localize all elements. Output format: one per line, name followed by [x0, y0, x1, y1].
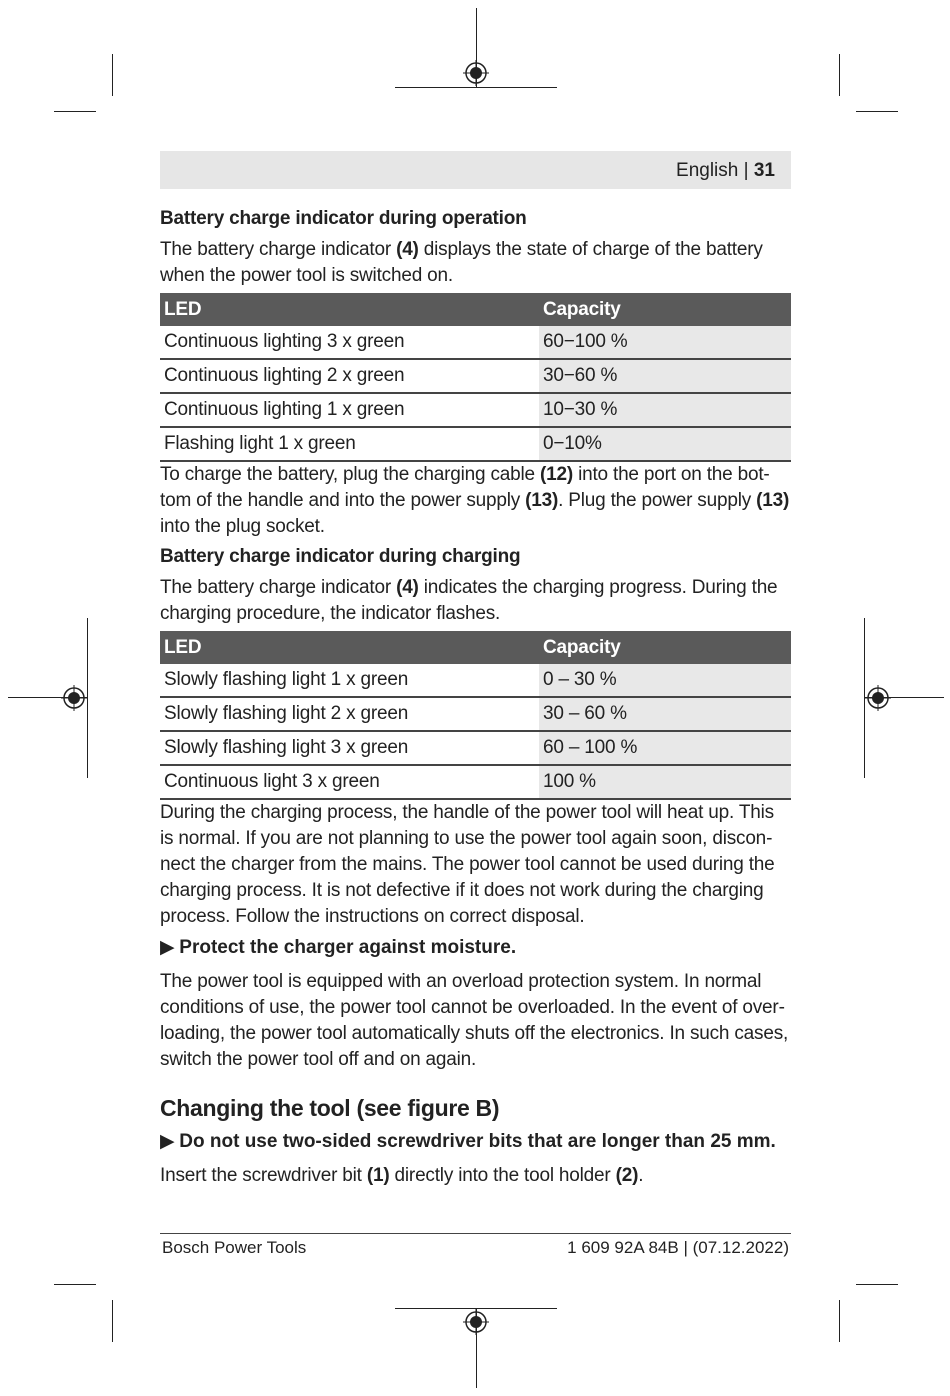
- column-header-led: LED: [160, 631, 539, 664]
- charging-intro: The battery charge indicator (4) indicates the charging progress. During the charging procedure, the indicator flashes.: [160, 577, 778, 624]
- crop-mark: [395, 87, 557, 88]
- heat-paragraph: During the charging process, the handle of the power tool will heat up. This is normal. If you are not planning to use the power tool again soon, disconnect the charger from the mains. The power tool cannot be used during the charging process. It is not defective if it does not work during the charging process. Follow the instructions on correct disposal.: [160, 802, 775, 927]
- overload-paragraph: The power tool is equipped with an overload protection system. In normal conditions of use, the power tool cannot be overloaded. In the event of overloading, the power tool automatically shuts off the electronics. In such cases, switch the power tool off and on again.: [160, 971, 789, 1070]
- warning-bits: ▶ Do not use two-sided screwdriver bits that are longer than 25 mm.: [160, 1129, 791, 1155]
- charging-capacity-table: [160, 631, 791, 800]
- led-cell: Continuous light 3 x green: [160, 765, 539, 799]
- column-header-capacity: Capacity: [539, 631, 791, 664]
- column-header-led: LED: [160, 293, 539, 326]
- table-row: [160, 765, 791, 799]
- page-header-text: [676, 160, 775, 182]
- registration-mark-icon: [61, 685, 87, 711]
- page-footer: [160, 1233, 791, 1257]
- table-row: [160, 359, 791, 393]
- registration-mark-icon: [463, 60, 489, 86]
- bullet-triangle-icon: ▶: [160, 937, 175, 958]
- crop-mark: [112, 1300, 113, 1342]
- table-header-row: [160, 293, 791, 326]
- capacity-cell: 10−30 %: [539, 393, 791, 427]
- crop-mark: [112, 54, 113, 96]
- crop-mark: [856, 1284, 898, 1285]
- insert-bit-paragraph: Insert the screwdriver bit (1) directly into the tool holder (2).: [160, 1165, 644, 1186]
- main-content: [160, 206, 791, 1189]
- registration-mark-icon: [865, 685, 891, 711]
- crop-mark: [839, 1300, 840, 1342]
- page-header: [160, 151, 791, 189]
- footer-brand: Bosch Power Tools: [162, 1238, 307, 1257]
- table-row: [160, 731, 791, 765]
- table-row: [160, 393, 791, 427]
- table-row: [160, 326, 791, 359]
- section-heading-operation: Battery charge indicator during operation: [160, 208, 527, 229]
- led-cell: Flashing light 1 x green: [160, 427, 539, 461]
- led-cell: Continuous lighting 2 x green: [160, 359, 539, 393]
- crop-mark: [54, 1284, 96, 1285]
- led-cell: Slowly flashing light 2 x green: [160, 697, 539, 731]
- section-heading-charging: Battery charge indicator during charging: [160, 546, 521, 567]
- capacity-cell: 0 – 30 %: [539, 664, 791, 697]
- capacity-cell: 0−10%: [539, 427, 791, 461]
- capacity-cell: 60 – 100 %: [539, 731, 791, 765]
- capacity-cell: 30 – 60 %: [539, 697, 791, 731]
- charging-instructions: To charge the battery, plug the charging cable (12) into the port on the bottom of the handle and into the power supply (13). Plug the power supply (13) into the plug socket.: [160, 464, 790, 537]
- led-cell: Continuous lighting 3 x green: [160, 326, 539, 359]
- bullet-triangle-icon: ▶: [160, 1131, 175, 1152]
- operation-capacity-table: [160, 293, 791, 462]
- led-cell: Slowly flashing light 3 x green: [160, 731, 539, 765]
- led-cell: Slowly flashing light 1 x green: [160, 664, 539, 697]
- registration-mark-icon: [463, 1309, 489, 1335]
- table-row: [160, 664, 791, 697]
- capacity-cell: 100 %: [539, 765, 791, 799]
- header-language: English: [676, 160, 739, 181]
- crop-mark: [856, 111, 898, 112]
- footer-doc-number: 1 609 92A 84B | (07.12.2022): [567, 1238, 789, 1257]
- header-separator: |: [743, 160, 749, 181]
- table-row: [160, 427, 791, 461]
- column-header-capacity: Capacity: [539, 293, 791, 326]
- crop-mark: [839, 54, 840, 96]
- warning-moisture: ▶ Protect the charger against moisture.: [160, 935, 791, 961]
- capacity-cell: 60−100 %: [539, 326, 791, 359]
- operation-intro: The battery charge indicator (4) displays the state of charge of the battery when the power tool is switched on.: [160, 239, 763, 286]
- page-number: 31: [753, 160, 775, 181]
- capacity-cell: 30−60 %: [539, 359, 791, 393]
- crop-mark: [54, 111, 96, 112]
- table-header-row: [160, 631, 791, 664]
- crop-mark: [87, 618, 88, 778]
- section-heading-changing-tool: Changing the tool (see figure B): [160, 1095, 500, 1121]
- led-cell: Continuous lighting 1 x green: [160, 393, 539, 427]
- table-row: [160, 697, 791, 731]
